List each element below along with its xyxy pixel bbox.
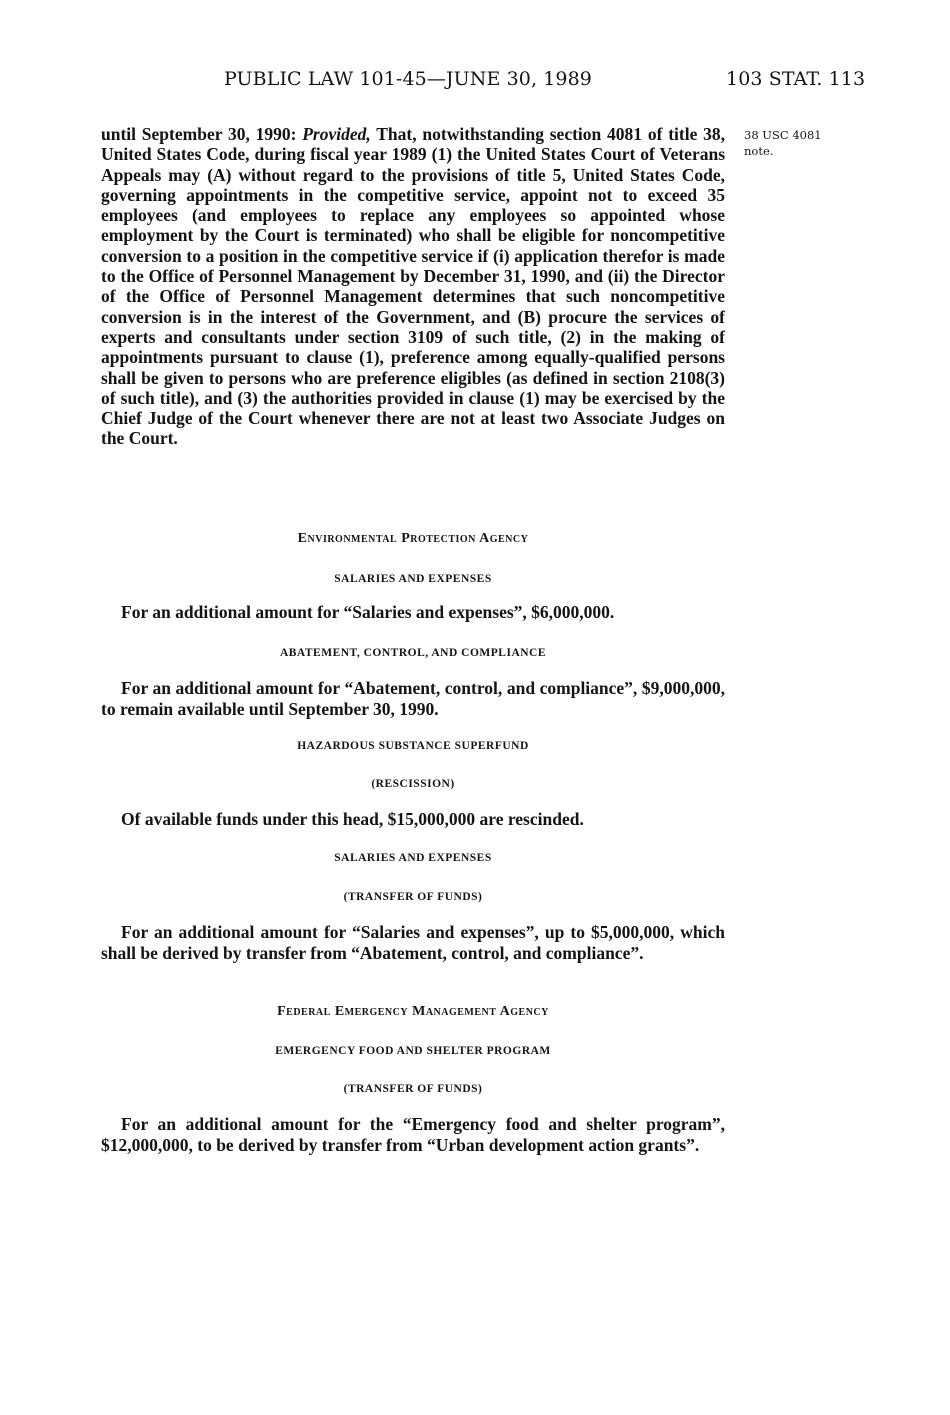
agency-heading-epa: Environmental Protection Agency bbox=[297, 531, 529, 546]
running-head bbox=[0, 68, 950, 98]
heading-abatement: ABATEMENT, CONTROL, AND COMPLIANCE bbox=[279, 647, 547, 659]
heading-emergency-food: EMERGENCY FOOD AND SHELTER PROGRAM bbox=[275, 1045, 551, 1057]
opening-paragraph-block bbox=[101, 124, 725, 449]
agency-heading-fema: Federal Emergency Management Agency bbox=[277, 1004, 549, 1019]
paragraph-abatement: For an additional amount for “Abatement, control, and compliance”, $9,000,000, to remain available until September 30, 1990. bbox=[101, 678, 725, 719]
page-title: PUBLIC LAW 101-45—JUNE 30, 1989 bbox=[224, 68, 592, 90]
heading-transfer-of-funds: (TRANSFER OF FUNDS) bbox=[343, 891, 483, 903]
stat-page-number: 103 STAT. 113 bbox=[726, 68, 866, 90]
paragraph-salaries-expenses-2: For an additional amount for “Salaries and expenses”, up to $5,000,000, which shall be derived by transfer from “Abatement, control, and compliance”. bbox=[101, 922, 725, 963]
heading-superfund: HAZARDOUS SUBSTANCE SUPERFUND bbox=[297, 740, 529, 752]
heading-rescission: (RESCISSION) bbox=[371, 778, 455, 790]
opening-text: That, notwithstanding section 4081 of title 38, United States Code, during fiscal year 1989 (1) the United States Court of Veterans Appeals may (A) without regard to the provisions of title 5, United States Code, governing appointments in the competitive service, appoint not to exceed 35 employees (and employees to replace any employees so appointed whose employment by the Court is terminated) who shall be eligible for noncompetitive conversion to a position in the competitive service if (i) application therefor is made to the Office of Personnel Management by December 31, 1990, and (ii) the Director of the Office of Personnel Management determines that such noncompetitive conversion is in the interest of the Government, and (B) procure the services of experts and consultants under section 3109 of such title, (2) in the making of appointments pursuant to clause (1), preference among equally-qualified persons shall be given to persons who are preference eligibles (as defined in section 2108(3) of such title), and (3) the authorities provided in clause (1) may be exercised by the Chief Judge of the Court whenever there are not at least two Associate Judges on the Court. bbox=[101, 124, 726, 449]
marginal-citation: 38 USC 4081 bbox=[744, 128, 822, 142]
paragraph-superfund: Of available funds under this head, $15,000,000 are rescinded. bbox=[121, 809, 584, 829]
heading-salaries-expenses: SALARIES AND EXPENSES bbox=[334, 573, 492, 585]
paragraph-salaries-expenses: For an additional amount for “Salaries and expenses”, $6,000,000. bbox=[121, 602, 615, 622]
provided-term: Provided, bbox=[302, 124, 371, 144]
opening-lead: until September 30, 1990: bbox=[101, 124, 297, 144]
heading-transfer-of-funds-2: (TRANSFER OF FUNDS) bbox=[343, 1083, 483, 1095]
opening-paragraph bbox=[101, 124, 725, 449]
marginal-note-label: note. bbox=[744, 144, 774, 158]
marginal-note bbox=[744, 127, 864, 159]
paragraph-emergency-food: For an additional amount for the “Emergency food and shelter program”, $12,000,000, to be derived by transfer from “Urban development action grants”. bbox=[101, 1114, 725, 1155]
heading-salaries-expenses-2: SALARIES AND EXPENSES bbox=[334, 852, 492, 864]
